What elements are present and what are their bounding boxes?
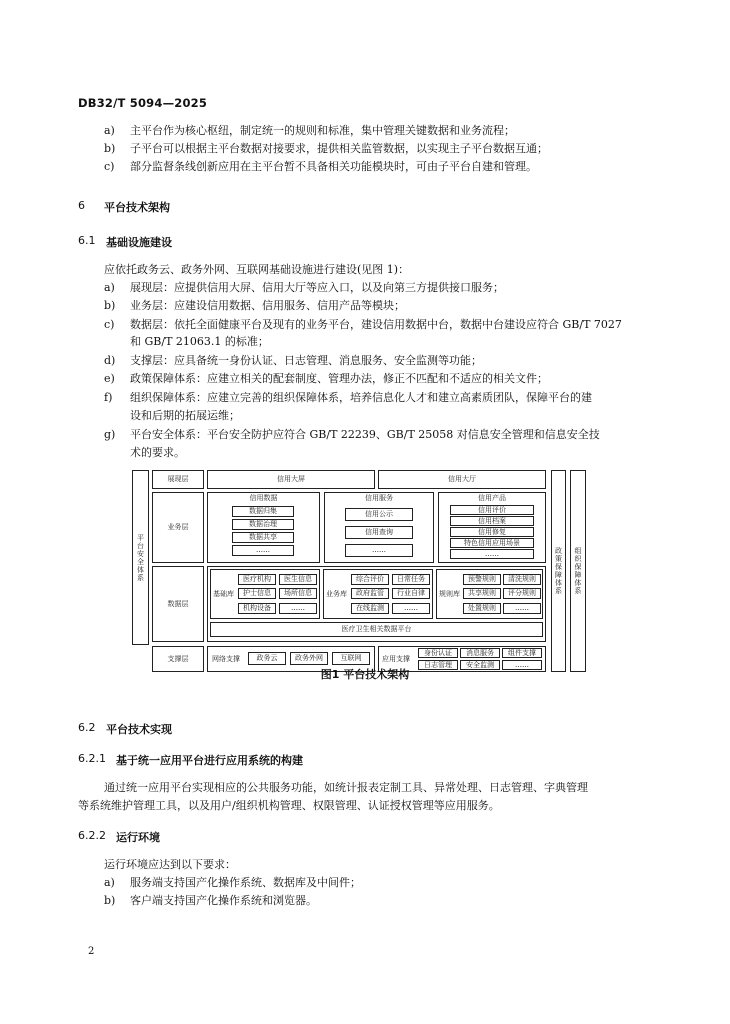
list-marker: d) [104,354,116,367]
paragraph-continuation: 等系统维护管理工具，以及用户/组织机构管理、权限管理、认证授权管理等应用服务。 [78,799,500,812]
data-item: 在线监测 [351,603,389,614]
section-number: 6 [78,199,85,212]
list-marker: a) [104,124,115,137]
section-number: 6.2 [78,721,96,734]
section-title: 基础设施建设 [106,236,172,249]
data-item: 场所信息 [279,588,317,599]
module-title: 信用服务 [365,494,393,502]
section-title: 基于统一应用平台进行应用系统的构建 [116,754,303,767]
module-title: 信用数据 [249,494,278,502]
list-marker: a) [104,876,115,889]
list-marker: c) [104,318,115,331]
base-library-label: 基础库 [213,590,234,598]
layer-support: 支撑层 [152,646,204,672]
list-item: 数据层：依托全面健康平台及现有的业务平台，建设信用数据中台，数据中台建设应符合 GB/T 7027 [130,318,622,331]
data-item: 处置规则 [463,603,501,614]
support-item: 互联网 [332,652,370,665]
list-item: 政策保障体系：应建立相关的配套制度、管理办法，修正不匹配和不适应的相关文件； [130,372,548,385]
module-item: …… [450,549,534,559]
organization-guarantee-column: 组织保障体系 [570,470,586,672]
module-item: 数据共享 [232,532,294,543]
list-marker: a) [104,281,115,294]
module-item: …… [232,545,294,556]
module-title: 信用产品 [478,494,506,502]
section-title: 平台技术实现 [106,723,172,736]
support-item: 消息服务 [460,648,500,658]
application-support-label: 应用支撑 [382,655,410,663]
data-item: 日常任务 [392,574,430,585]
list-marker: f) [104,391,113,404]
module-item: 信用评价 [450,505,534,515]
data-item: 医生信息 [279,574,317,585]
support-item: 身份认证 [418,648,458,658]
support-item: …… [502,660,542,670]
rule-library-label: 规则库 [439,590,460,598]
list-marker: c) [104,160,115,173]
section-title: 运行环境 [116,831,160,844]
support-item: 政务外网 [290,652,328,665]
medical-data-platform: 医疗卫生相关数据平台 [210,622,543,637]
policy-guarantee-column: 政策保障体系 [551,470,566,672]
section-number: 6.2.1 [78,752,106,765]
data-item: 共享规则 [463,588,501,599]
data-item: 护士信息 [238,588,276,599]
business-library-label: 业务库 [326,590,347,598]
support-item: 组件支撑 [502,648,542,658]
layer-data: 数据层 [152,566,204,642]
support-item: 安全监测 [460,660,500,670]
list-marker: b) [104,142,116,155]
module-item: 特色信用应用场景 [450,538,534,548]
section-number: 6.2.2 [78,829,106,842]
page-number: 2 [88,946,95,957]
list-item: 组织保障体系：应建立完善的组织保障体系，培养信息化人才和建立高素质团队，保障平台的建 [130,391,592,404]
support-item: 政务云 [248,652,286,665]
support-item: 日志管理 [418,660,458,670]
data-item: 预警规则 [463,574,501,585]
list-marker: g) [104,428,116,441]
figure-caption: 图1 平台技术架构 [320,668,410,681]
module-item: 信用公示 [345,508,413,521]
module-item: 数据归集 [232,506,294,517]
data-item: 清洗规则 [503,574,541,585]
network-support-label: 网络支撑 [212,655,240,663]
layer-presentation: 展现层 [152,470,204,489]
list-marker: b) [104,894,116,907]
list-item: 平台安全体系：平台安全防护应符合 GB/T 22239、GB/T 25058 对信息安全管理和信息安全技 [130,428,600,441]
layer-business: 业务层 [152,492,204,563]
list-item: 展现层：应提供信用大屏、信用大厅等应入口，以及向第三方提供接口服务； [130,281,504,294]
data-item: 医疗机构 [238,574,276,585]
list-item: 部分监督条线创新应用在主平台暂不具备相关功能模块时，可由子平台自建和管理。 [130,160,537,173]
list-item: 子平台可以根据主平台数据对接要求，提供相关监管数据，以实现主子平台数据互通； [130,142,548,155]
list-item: 客户端支持国产化操作系统和浏览器。 [130,894,317,907]
list-item-continuation: 设和后期的拓展运维； [130,409,240,422]
data-item: 行业自律 [392,588,430,599]
data-item: 机构设备 [238,603,276,614]
data-item: …… [392,603,430,614]
paragraph: 通过统一应用平台实现相应的公共服务功能，如统计报表定制工具、异常处理、日志管理、字典管理 [104,781,588,794]
data-item: …… [279,603,317,614]
module-item: 信用档案 [450,516,534,526]
section-number: 6.1 [78,234,96,247]
module-item: …… [345,544,413,557]
list-item-continuation: 术的要求。 [130,446,185,459]
credit-screen-box: 信用大屏 [207,470,375,489]
list-marker: b) [104,299,116,312]
paragraph: 应依托政务云、政务外网、互联网基础设施进行建设(见图 1)： [104,263,410,276]
list-item: 主平台作为核心枢纽，制定统一的规则和标准，集中管理关键数据和业务流程； [130,124,515,137]
module-item: 信用修复 [450,527,534,537]
credit-hall-box: 信用大厅 [378,470,546,489]
module-item: 数据治理 [232,519,294,530]
list-marker: e) [104,372,115,385]
data-item: 综合评价 [351,574,389,585]
list-item: 服务端支持国产化操作系统、数据库及中间件； [130,876,361,889]
list-item: 业务层：应建设信用数据、信用服务、信用产品等模块； [130,299,405,312]
list-item: 支撑层：应具备统一身份认证、日志管理、消息服务、安全监测等功能； [130,354,482,367]
list-item-continuation: 和 GB/T 21063.1 的标准； [130,335,269,348]
module-item: 信用查询 [345,526,413,539]
standard-number: DB32/T 5094—2025 [78,96,208,110]
data-item: 评分规则 [503,588,541,599]
section-title: 平台技术架构 [104,201,170,214]
platform-security-column: 平台安全体系 [132,470,149,645]
paragraph: 运行环境应达到以下要求： [104,858,236,871]
data-item: …… [503,603,541,614]
data-item: 政府监管 [351,588,389,599]
